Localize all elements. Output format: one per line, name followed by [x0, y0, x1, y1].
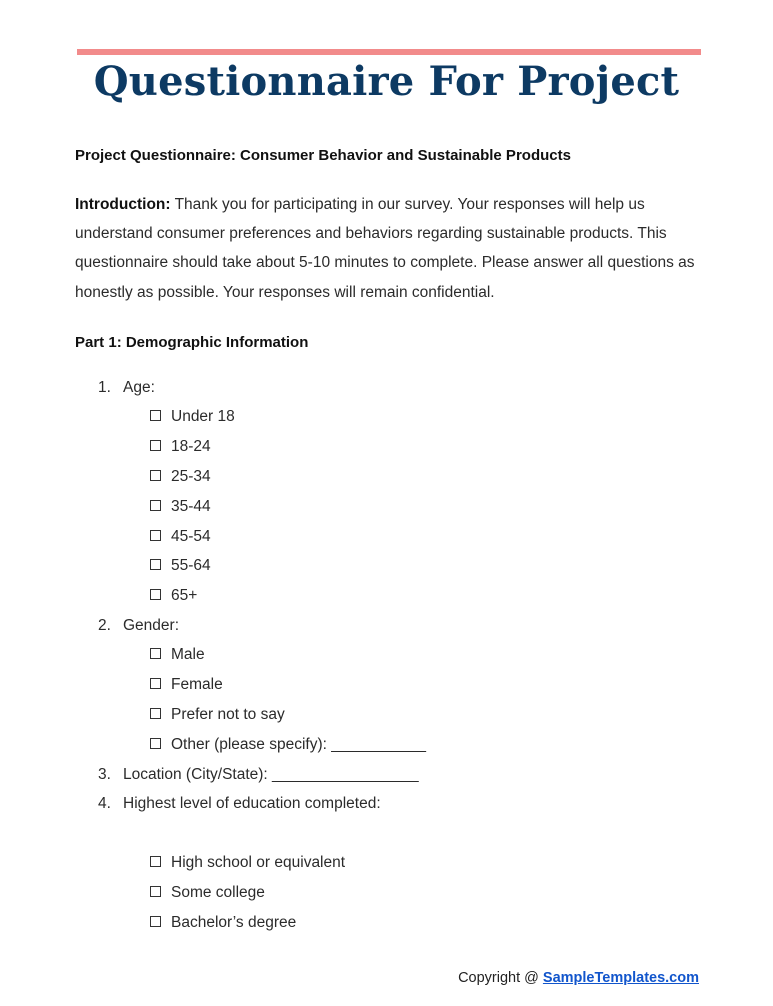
part1-heading: Part 1: Demographic Information	[75, 333, 309, 351]
option-item[interactable]	[75, 670, 705, 700]
option-label: 25-34	[171, 467, 211, 485]
page-title: Questionnaire For Project	[93, 58, 680, 105]
checkbox-icon[interactable]	[150, 856, 161, 867]
option-item[interactable]	[75, 908, 705, 938]
option-label: Under 18	[171, 408, 235, 426]
question-text: Gender:	[123, 616, 180, 634]
option-label: 18-24	[171, 438, 211, 456]
question-text: Location (City/State): _________________	[123, 765, 419, 783]
checkbox-icon[interactable]	[150, 708, 161, 719]
checkbox-icon[interactable]	[150, 559, 161, 570]
option-label: Bachelor’s degree	[171, 913, 297, 931]
option-item[interactable]	[75, 462, 705, 492]
option-item[interactable]	[75, 522, 705, 552]
option-label: 45-54	[171, 527, 211, 545]
option-label: Other (please specify): ___________	[171, 735, 427, 753]
question-number: 4.	[98, 795, 111, 813]
checkbox-icon[interactable]	[150, 886, 161, 897]
copyright-text: Copyright @	[458, 970, 543, 986]
option-item[interactable]	[75, 551, 705, 581]
question-location	[75, 760, 705, 790]
option-label: 35-44	[171, 497, 211, 515]
question-gender	[75, 611, 705, 760]
intro-paragraph	[75, 190, 705, 307]
option-item[interactable]	[75, 700, 705, 730]
checkbox-icon[interactable]	[150, 500, 161, 511]
option-label: Prefer not to say	[171, 705, 285, 723]
option-item[interactable]	[75, 402, 705, 432]
checkbox-icon[interactable]	[150, 678, 161, 689]
option-label: Male	[171, 646, 205, 664]
option-item[interactable]	[75, 640, 705, 670]
document-subtitle: Project Questionnaire: Consumer Behavior and Sustainable Products	[75, 147, 571, 164]
checkbox-icon[interactable]	[150, 440, 161, 451]
checkbox-icon[interactable]	[150, 530, 161, 541]
question-text: Age:	[123, 378, 155, 396]
question-age	[75, 373, 705, 611]
blank-line	[75, 819, 705, 849]
document-body	[75, 144, 705, 938]
footer-copyright	[458, 970, 699, 986]
question-number: 2.	[98, 616, 111, 634]
option-item[interactable]	[75, 581, 705, 611]
sampletemplates-link[interactable]: SampleTemplates.com	[542, 970, 699, 986]
checkbox-icon[interactable]	[150, 738, 161, 749]
option-label: High school or equivalent	[171, 854, 346, 872]
top-accent-bar	[77, 49, 701, 55]
checkbox-icon[interactable]	[150, 648, 161, 659]
intro-label: Introduction:	[75, 196, 171, 213]
question-education	[75, 789, 705, 938]
question-text: Highest level of education completed:	[123, 795, 381, 813]
checkbox-icon[interactable]	[150, 410, 161, 421]
question-number: 3.	[98, 765, 111, 783]
question-number: 1.	[98, 378, 111, 396]
option-item[interactable]	[75, 730, 705, 760]
checkbox-icon[interactable]	[150, 589, 161, 600]
option-label: 65+	[171, 587, 198, 605]
checkbox-icon[interactable]	[150, 916, 161, 927]
option-label: Female	[171, 676, 223, 694]
intro-text: Thank you for participating in our survey. Your responses will help us understand consumer preferences and behaviors regarding sustainable products. This questionnaire should take about 5-10 minutes to complete. Please answer all questions as honestly as possible. Your responses will remain confidential.	[75, 196, 695, 301]
option-item[interactable]	[75, 848, 705, 878]
question-list	[75, 373, 705, 938]
option-item[interactable]	[75, 878, 705, 908]
option-label: 55-64	[171, 557, 211, 575]
option-label: Some college	[171, 884, 265, 902]
option-item[interactable]	[75, 432, 705, 462]
checkbox-icon[interactable]	[150, 470, 161, 481]
option-item[interactable]	[75, 492, 705, 522]
gender-options	[75, 640, 705, 759]
education-options	[75, 848, 705, 937]
age-options	[75, 402, 705, 611]
